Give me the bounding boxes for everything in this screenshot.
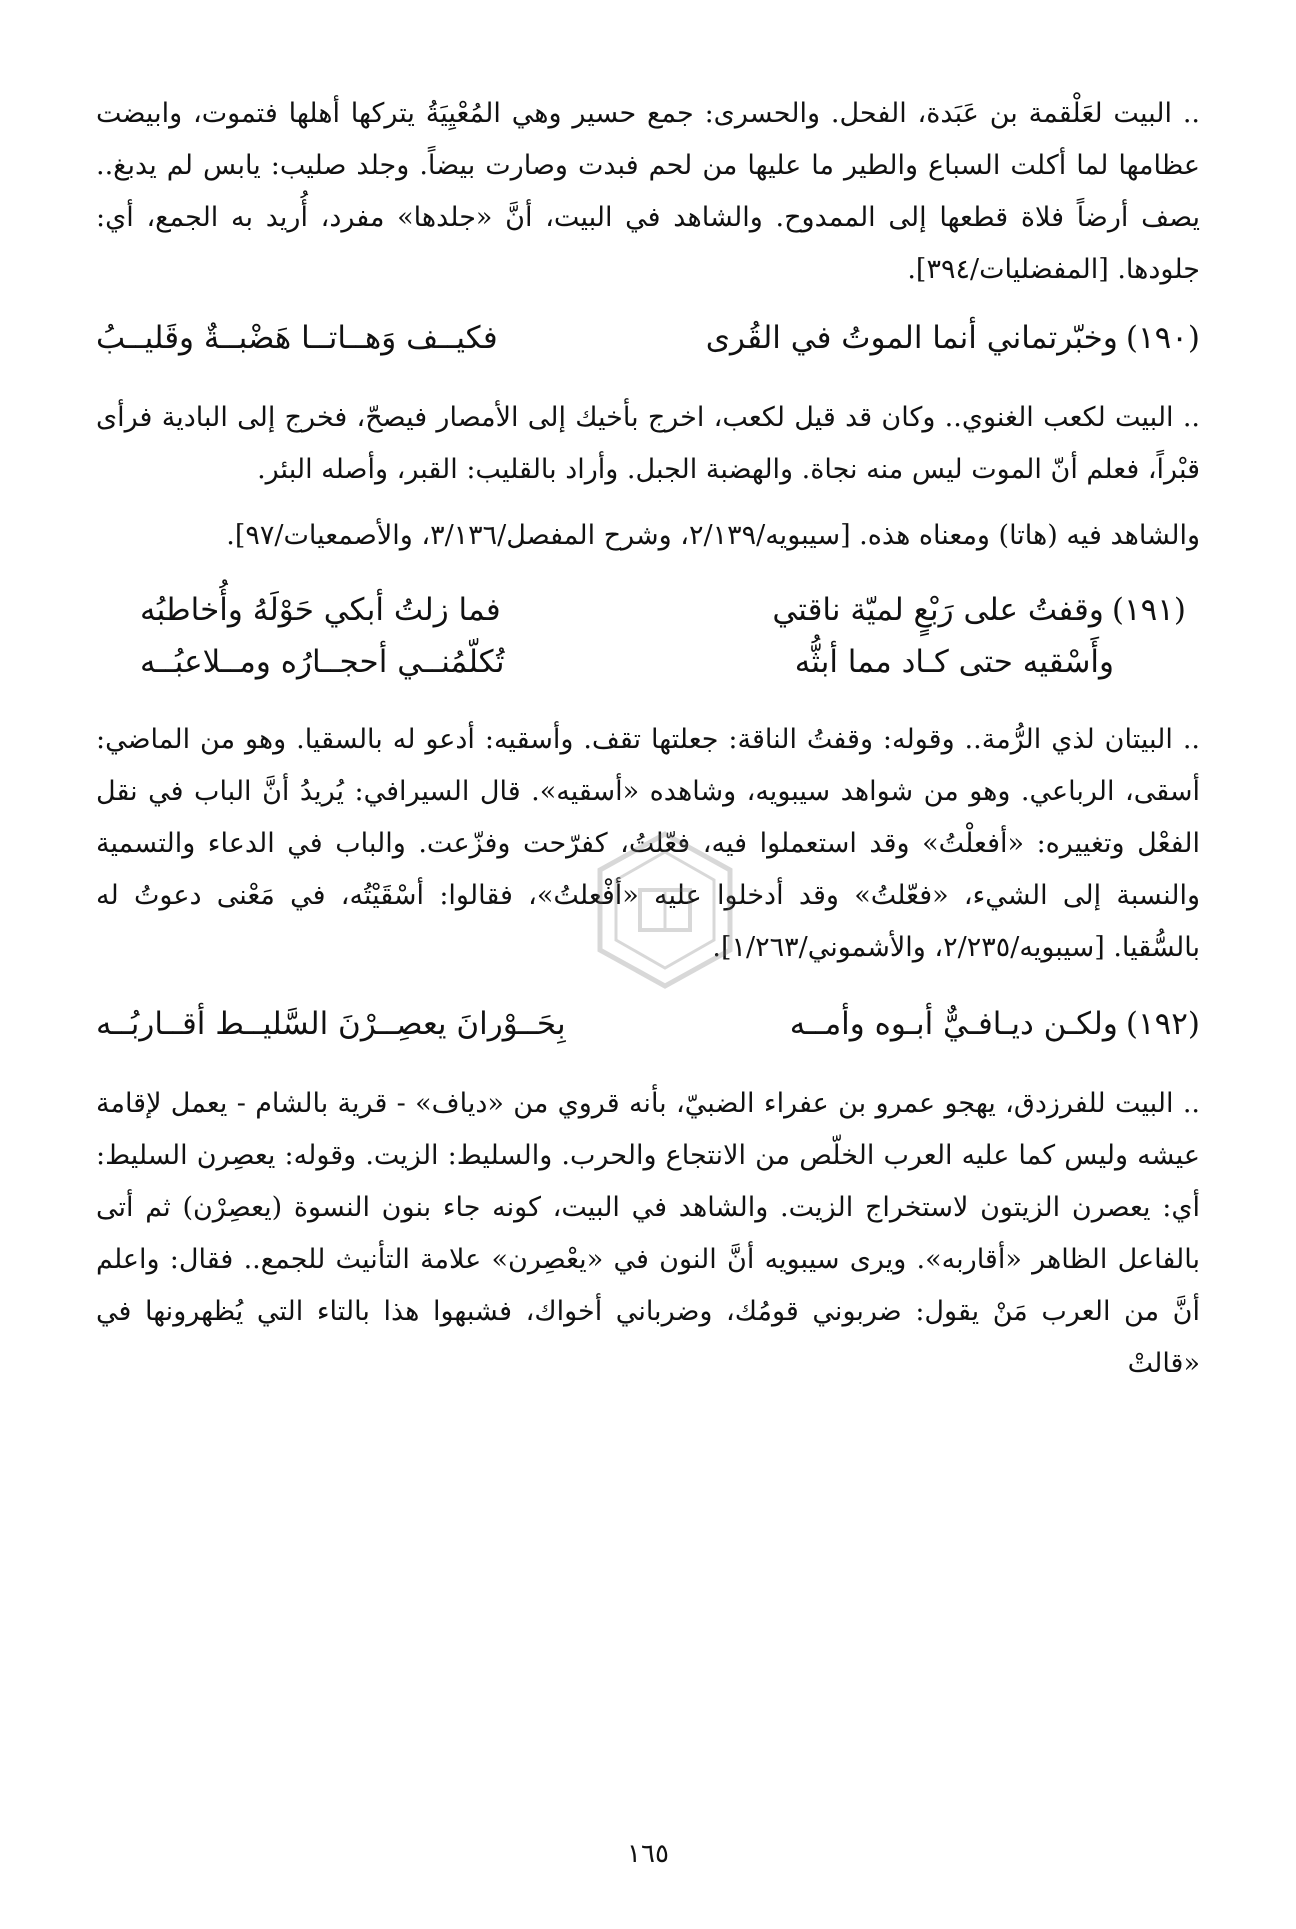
verse-190 (96, 310, 1200, 366)
verse-192-second-hemistich: بِحَــوْرانَ يعصِــرْنَ السَّليــط أقــاربُــه (96, 1006, 566, 1042)
verse-191-line-2 (96, 636, 1200, 688)
commentary-paragraph-2: .. البيت لكعب الغنوي.. وكان قد قيل لكعب، اخرج بأخيك إلى الأمصار فيصحّ، فخرج إلى البادية فرأى قبْراً، فعلم أنّ الموت ليس منه نجاة. والهضبة الجبل. وأراد بالقليب: القبر، وأصله البئر. (96, 402, 1200, 485)
commentary-paragraph-4: .. البيتان لذي الرُّمة.. وقوله: وقفتُ الناقة: جعلتها تقف. وأسقيه: أدعو له بالسقيا. وهو من الماضي: أسقى، الرباعي. وهو من شواهد سيبويه، وشاهده «أسقيه». قال السيرافي: يُريدُ أنَّ الباب في نقل الفعْل وتغييره: «أفعلْتُ» وقد استعملوا فيه، فعّلتُ، كفرّحت وفزّعت. والباب في الدعاء والتسمية والنسبة إلى الشيء، «فعّلتُ» وقد أدخلوا عليه «أفْعلتُ»، فقالوا: أسْقَيْتُه، في مَعْنى دعوتُ له بالسُّقيا. [سيبويه/٢/٢٣٥، والأشموني/١/٢٦٣]. (96, 724, 1200, 963)
verse-192-first-hemistich: (١٩٢)ولكـن ديـافـيٌّ أبـوه وأمــه (789, 1006, 1200, 1042)
commentary-paragraph-5: .. البيت للفرزدق، يهجو عمرو بن عفراء الضبيّ، بأنه قروي من «دياف» - قرية بالشام - يعمل لإقامة عيشه وليس كما عليه العرب الخلّص من الانتجاع والحرب. والسليط: الزيت. وقوله: يعصِرن السليط: أي: يعصرن الزيتون لاستخراج الزيت. والشاهد في البيت، كونه جاء بنون النسوة (يعصِرْن) ثم أتى بالفاعل الظاهر «أقاربه». ويرى سيبويه أنَّ النون في «يعْصِرن» علامة التأنيث للجمع.. فقال: واعلم أنَّ من العرب مَنْ يقول: ضربوني قومُك، وضرباني أخواك، فشبهوا هذا بالتاء التي يُظهرونها في «قالتْ (96, 1088, 1200, 1379)
verse-number: (١٩١) (1111, 592, 1186, 628)
verse-191-second-hemistich-2: تُكلّمُنــي أحجــارُه ومــلاعبُــه (140, 644, 505, 680)
verse-191-line-1 (96, 584, 1200, 636)
verse-number: (١٩٢) (1125, 1006, 1200, 1042)
verse-191-second-hemistich-1: فما زلتُ أبكي حَوْلَهُ وأُخاطبُه (140, 592, 501, 628)
verse-190-second-hemistich: فكيــف وَهــاتــا هَضْبــةٌ وقَليــبُ (96, 320, 498, 356)
verse-number: (١٩٠) (1125, 320, 1200, 356)
verse-190-first-hemistich: (١٩٠)وخبّرتماني أنما الموتُ في القُرى (705, 320, 1200, 356)
verse-191-first-hemistich-1: (١٩١)وقفتُ على رَبْعٍ لميّة ناقتي (772, 592, 1186, 628)
verse-191 (96, 584, 1200, 688)
commentary-paragraph-1: .. البيت لعَلْقمة بن عَبَدة، الفحل. والحسرى: جمع حسير وهي المُعْيِيَةُ يتركها أهلها فتموت، وابيضت عظامها لما أكلت السباع والطير ما عليها من لحم فبدت وصارت بيضاً. وجلد صليب: يابس لم يدبغ.. يصف أرضاً فلاة قطعها إلى الممدوح. والشاهد في البيت، أنَّ «جلدها» مفرد، أُريد به الجمع، أي: جلودها. [المفضليات/٣٩٤]. (96, 98, 1200, 285)
library-seal-watermark (590, 830, 740, 990)
page-number: ١٦٥ (627, 1839, 669, 1869)
verse-192 (96, 996, 1200, 1052)
commentary-paragraph-3: والشاهد فيه (هاتا) ومعناه هذه. [سيبويه/٢/١٣٩، وشرح المفصل/٣/١٣٦، والأصمعيات/٩٧]. (226, 520, 1200, 551)
verse-191-first-hemistich-2: وأَسْقيه حتى كـاد مما أبثُّه (794, 644, 1114, 680)
